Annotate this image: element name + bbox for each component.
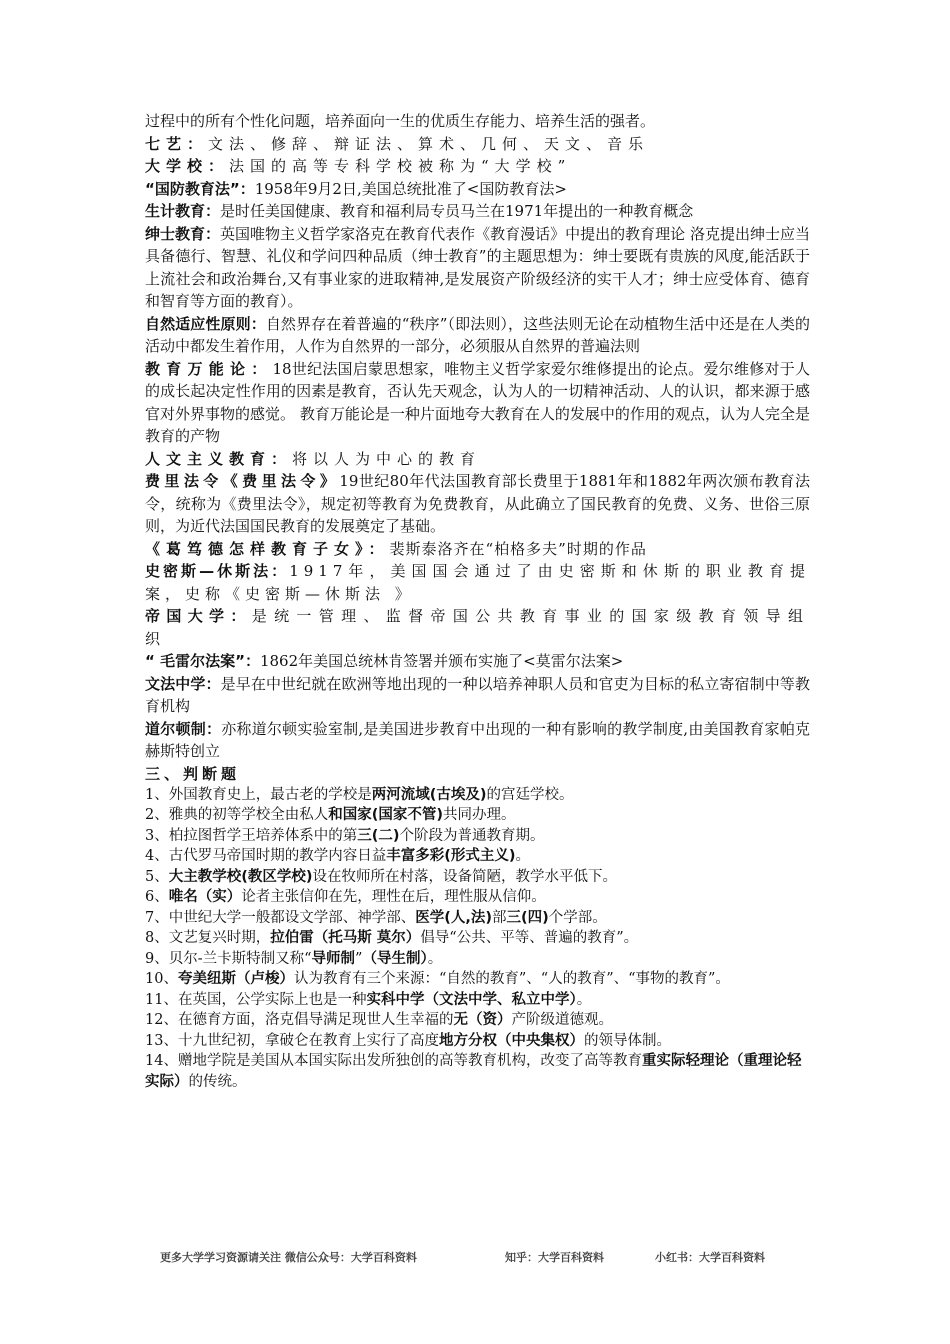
definition-renwen — [145, 448, 810, 471]
definition-text: 自然界存在着普遍的“秩序”（即法则），这些法则无论在动植物生活中还是在人类的活动中都发生着作用，人作为自然界的一部分，必须服从自然界的普遍法则 — [145, 314, 810, 355]
definition-qiyi — [145, 133, 810, 156]
question-text: 的宫廷学校。 — [486, 786, 574, 803]
definition-text: 是统一管理、监督帝国公共教育事业的国家级教育领导组织 — [145, 607, 810, 648]
question-text: 11、在英国，公学实际上也是一种 — [145, 991, 367, 1008]
question-text: 产阶级道德观。 — [511, 1012, 613, 1028]
definition-wanneng — [145, 358, 810, 448]
answer-key: 三(二) — [357, 827, 400, 844]
answer-key: 无（资） — [453, 1012, 512, 1028]
question-item — [145, 826, 810, 847]
question-text: 13、十九世纪初，拿破仑在教育上实行了高度 — [145, 1032, 439, 1049]
definition-text: 18世纪法国启蒙思想家，唯物主义哲学家爱尔维修提出的论点。爱尔维修对于人的成长起决定性作用的因素是教育，否认先天观念，认为人的一切精神活动、人的认识，都来源于感官对外界事物的感觉。 教育万能论是一种片面地夸大教育在人的发展中的作用的观点，认为人完全是教育的产物 — [145, 359, 810, 445]
term: 生计教育： — [145, 202, 221, 220]
question-text: 2、雅典的初等学校全由私人 — [145, 807, 329, 823]
footer-wechat: 更多大学学习资源请关注 微信公众号：大学百科资料 — [160, 1251, 417, 1264]
definition-ziran — [145, 313, 810, 358]
definition-text: 是时任美国健康、教育和福利局专员马兰在1971年提出的一种教育概念 — [220, 202, 694, 220]
answer-key: 和国家(国家不管) — [328, 807, 443, 823]
question-item — [145, 887, 810, 908]
term: “ 毛雷尔法案”： — [145, 652, 260, 670]
term: 人文主义教育： — [145, 449, 293, 468]
question-item — [145, 990, 810, 1011]
question-text: 1、外国教育史上，最古老的学校是 — [145, 786, 372, 803]
question-text: 4、古代罗马帝国时期的教学内容日益 — [145, 848, 387, 864]
question-item — [145, 846, 810, 867]
question-text: 个学部。 — [548, 909, 607, 926]
section-title: 三、判断题 — [145, 764, 241, 783]
question-text: 。 — [515, 848, 530, 864]
question-item — [145, 1031, 810, 1052]
term: “国防教育法”： — [145, 179, 255, 198]
definition-text: 文法、修辞、辩证法、算术、几何、天文、音乐 — [208, 134, 650, 153]
answer-key: 两河流域(古埃及) — [371, 786, 487, 803]
question-item — [145, 1010, 810, 1031]
term: 道尔顿制： — [145, 719, 222, 738]
question-text: 9、贝尔-兰卡斯特制又称“ — [145, 950, 312, 967]
definition-wenfa — [145, 673, 810, 718]
definition-text: 1958年9月2日,美国总统批准了<国防教育法> — [254, 179, 567, 198]
definition-diguo — [145, 605, 810, 650]
question-text: 12、在德育方面，洛克倡导满足现世人生幸福的 — [145, 1012, 454, 1028]
question-text: 5、 — [145, 868, 169, 885]
definition-gedude — [145, 538, 810, 561]
term: 自然适应性原则： — [145, 314, 266, 333]
question-text: ” — [355, 950, 363, 967]
question-text: 个阶段为普通教育期。 — [399, 827, 545, 844]
term: 绅士教育： — [145, 224, 221, 243]
answer-key: （导生制） — [362, 950, 428, 967]
answer-key: 导师制 — [311, 950, 356, 967]
definition-text: 法国的高等专科学校被称为“大学校” — [229, 157, 572, 175]
question-text: 的传统。 — [188, 1073, 247, 1090]
footer-xiaohongshu: 小红书：大学百科资料 — [655, 1251, 765, 1264]
question-item — [145, 908, 810, 929]
term: 七艺： — [145, 134, 209, 153]
question-text: 论者主张信仰在先，理性在后，理性服从信仰。 — [241, 889, 546, 905]
question-text: 8、文艺复兴时期， — [145, 930, 271, 946]
question-text: 认为教育有三个来源：“自然的教育”、“人的教育”、“事物的教育”。 — [293, 971, 730, 987]
definition-text: 英国唯物主义哲学家洛克在教育代表作《教育漫话》中提出的教育理论 洛克提出绅士应当具备德行、智慧、礼仪和学问四种品质（绅士教育”的主题思想为：绅士要既有贵族的风度,能活跃于上流社会和政治舞台,又有事业家的进取精神,是发展资产阶级经济的实干人才；绅士应受体育、德育和智育等方面的教育）。 — [145, 224, 810, 310]
definition-text: 19世纪80年代法国教育部长费里于1881年和1882年两次颁布教育法令，统称为《费里法令》，规定初等教育为免费教育，从此确立了国民教育的免费、义务、世俗三原则，为近代法国国民教育的发展奠定了基础。 — [145, 472, 810, 535]
answer-key: 拉伯雷（托马斯 莫尔） — [270, 930, 421, 946]
definition-text: 将以人为中心的教育 — [292, 449, 482, 468]
question-text: 3、柏拉图哲学王培养体系中的第 — [145, 827, 358, 844]
question-item — [145, 785, 810, 806]
intro-paragraph: 过程中的所有个性化问题，培养面向一生的优质生存能力、培养生活的强者。 — [145, 112, 656, 130]
question-item — [145, 805, 810, 826]
definition-text: 1917年，美国国会通过了由史密斯和休斯的职业教育提案，史称《史密斯—休斯法 》 — [145, 562, 810, 603]
footer-zhihu: 知乎：大学百科资料 — [505, 1251, 604, 1264]
definition-text: 裴斯泰洛齐在“柏格多夫”时期的作品 — [389, 539, 647, 558]
term: 《葛笃德怎样教育子女》： — [145, 539, 390, 558]
definition-shenshi — [145, 223, 810, 313]
definition-daerdun — [145, 718, 810, 763]
answer-key: 地方分权（中央集权） — [438, 1032, 584, 1049]
term: 文法中学： — [145, 674, 221, 693]
question-text: 6、 — [145, 889, 169, 905]
definition-text: 1862年美国总统林肯签署并颁布实施了<莫雷尔法案> — [259, 652, 624, 670]
question-item — [145, 867, 810, 888]
answer-key: 大主教学校(教区学校) — [168, 868, 313, 885]
term: 大学校： — [145, 157, 230, 175]
answer-key: 唯名（实） — [168, 889, 242, 905]
question-text: 。 — [576, 991, 592, 1008]
answer-key: 医学(人,法) — [415, 909, 492, 926]
answer-key: 三(四) — [506, 909, 549, 926]
document-page — [145, 110, 810, 1092]
definition-shimisi — [145, 560, 810, 605]
definition-text: 亦称道尔顿实验室制,是美国进步教育中出现的一种有影响的教学制度,由美国教育家帕克赫斯特创立 — [145, 719, 810, 760]
question-text: 。 — [427, 950, 443, 967]
question-text: 10、 — [145, 971, 178, 987]
term: 费里法令《费里法令》 — [145, 472, 340, 490]
page-footer — [160, 1249, 800, 1265]
answer-key: 实科中学（文法中学、私立中学） — [366, 991, 577, 1008]
definition-daxuexiao — [145, 155, 810, 178]
question-item — [145, 1051, 810, 1092]
question-text: 部 — [492, 909, 507, 926]
answer-key: 丰富多彩(形式主义) — [386, 848, 516, 864]
term: 教育万能论： — [145, 359, 273, 378]
definition-maoleier — [145, 650, 810, 673]
definition-feili — [145, 470, 810, 538]
definition-text: 是早在中世纪就在欧洲等地出现的一种以培养神职人员和官吏为目标的私立寄宿制中等教育机构 — [145, 674, 810, 715]
term: 帝国大学： — [145, 607, 252, 625]
answer-key: 夸美纽斯（卢梭） — [177, 971, 294, 987]
definition-guofang — [145, 178, 810, 201]
question-text: 的领导体制。 — [583, 1032, 671, 1049]
term: 史密斯—休斯法： — [145, 562, 290, 580]
question-item — [145, 949, 810, 970]
question-item — [145, 928, 810, 949]
question-item — [145, 969, 810, 990]
answer-key: 重实际轻理论（重理论轻实际） — [145, 1053, 802, 1090]
question-text: 共同办理。 — [443, 807, 516, 823]
definition-shengji — [145, 200, 810, 223]
question-text: 设在牧师所在村落，设备简陋，教学水平低下。 — [312, 868, 617, 885]
question-text: 14、赠地学院是美国从本国实际出发所独创的高等教育机构，改变了高等教育 — [145, 1053, 642, 1069]
question-text: 7、中世纪大学一般都设文学部、神学部、 — [145, 909, 416, 926]
question-text: 倡导“公共、平等、普遍的教育”。 — [420, 930, 639, 946]
